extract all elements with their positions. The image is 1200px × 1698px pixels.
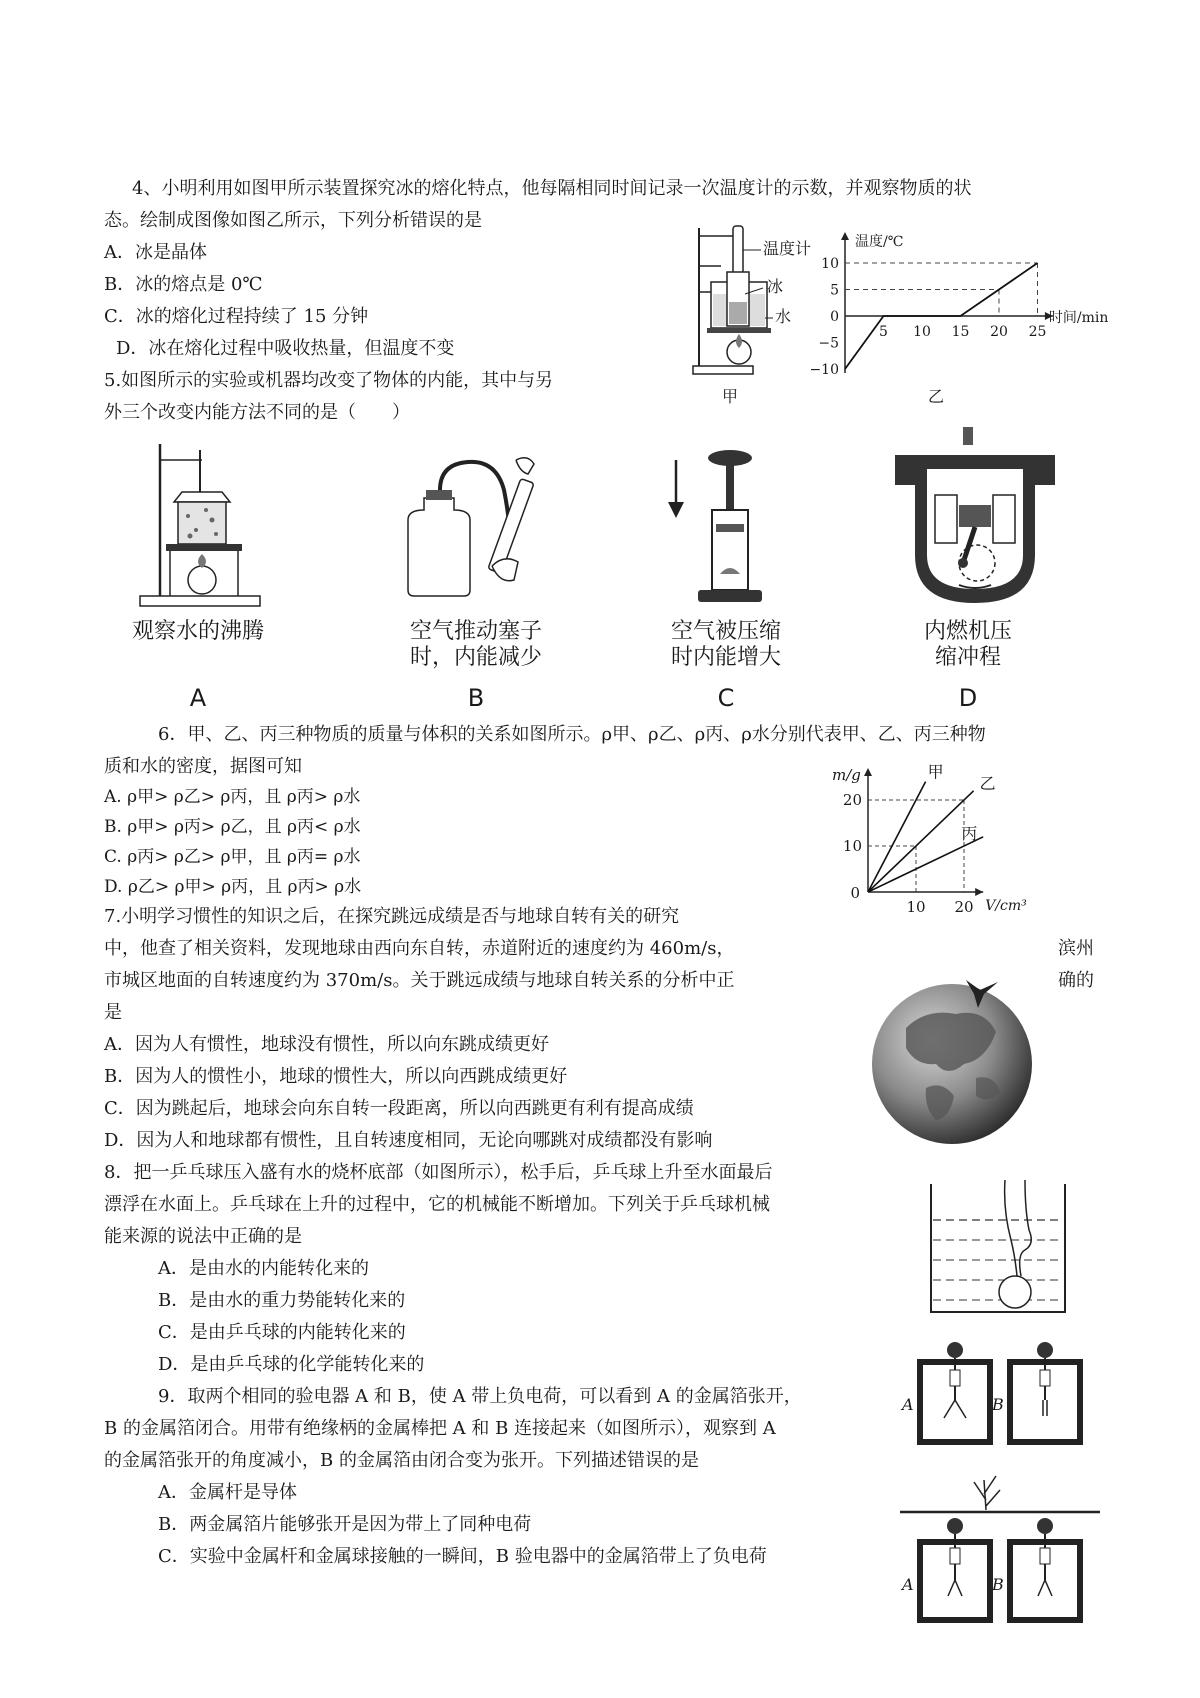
q9-option-a: A．金属杆是导体 [158,1482,297,1503]
electroscope-label-a-bottom: A [902,1575,914,1594]
x-tick-label: 5 [879,324,888,340]
q7-stem-line2: 中，他查了相关资料，发现地球由西向东自转，赤道附近的速度约为 460m/s， [104,938,735,959]
q4-stem-line1: 4、小明利用如图甲所示装置探究冰的熔化特点，他每隔相同时间记录一次温度计的示数，并观察物质的状 [132,178,972,199]
fig-d-caption-line1: 内燃机压 [923,619,1012,644]
electroscope-label-a-top: A [902,1395,914,1414]
q8-option-c: C．是由乒乓球的内能转化来的 [158,1322,406,1343]
q9-stem-line3: 的金属箔张开的角度减小，B 的金属箔由闭合变为张开。下列描述错误的是 [104,1450,699,1471]
q7-stem-line4: 是 [104,1002,122,1023]
y-tick-label: −10 [809,362,839,378]
q7-stem-line1: 7.小明学习惯性的知识之后，在探究跳远成绩是否与地球自转有关的研究 [104,906,680,927]
series-line-1 [868,782,926,892]
q8-option-b: B．是由水的重力势能转化来的 [158,1290,406,1311]
q9-option-b: B．两金属箔片能够张开是因为带上了同种电荷 [158,1514,532,1535]
q7-option-c: C．因为跳起后，地球会向东自转一段距离，所以向西跳更有利有提高成绩 [104,1098,694,1119]
electroscopes-before-figure [900,1340,1100,1450]
air-pushes-stopper-figure [388,450,568,600]
origin-label: 0 [850,884,860,902]
series-label-3: 丙 [961,823,978,843]
y-tick-label: −5 [818,335,839,352]
x-axis-label: 时间/min [1048,310,1109,326]
x-tick-label: 10 [906,898,926,916]
q8-stem-line2: 漂浮在水面上。乒乓球在上升的过程中，它的机械能不断增加。下列关于乒乓球机械 [104,1194,770,1215]
ping-pong-beaker-figure [925,1180,1075,1320]
q8-stem-line3: 能来源的说法中正确的是 [104,1226,302,1247]
q4-option-a: A．冰是晶体 [104,242,207,263]
engine-compression-stroke-figure [885,425,1065,610]
q7-option-a: A．因为人有惯性，地球没有惯性，所以向东跳成绩更好 [104,1034,549,1055]
y-axis-label: 温度/℃ [855,234,904,250]
fig-jia-caption: 甲 [722,387,739,406]
q6-option-c: C. ρ丙> ρ乙> ρ甲，且 ρ丙= ρ水 [104,847,361,867]
y-axis-arrow [864,768,872,776]
boiling-water-figure [130,440,280,610]
electroscopes-connected-figure [900,1476,1100,1626]
q6-option-d: D. ρ乙> ρ甲> ρ丙，且 ρ丙> ρ水 [104,877,362,897]
x-tick-label: 15 [951,324,970,340]
q7-stem-line3-end: 确的 [1058,970,1094,991]
temperature-time-chart [805,228,1109,388]
air-compressed-figure [660,440,780,610]
x-tick-label: 20 [990,324,1008,340]
fig-b-caption-line1: 空气推动塞子 [409,619,542,644]
q6-option-b: B. ρ甲> ρ丙> ρ乙，且 ρ丙< ρ水 [104,817,361,837]
x-axis-arrow [975,888,983,896]
fig-c-caption-line2: 时内能增大 [670,645,781,670]
electroscope-label-b-bottom: B [992,1575,1004,1594]
q7-stem-line3: 市城区地面的自转速度约为 370m/s。关于跳远成绩与地球自转关系的分析中正 [104,970,735,991]
q7-stem-line2-end: 滨州 [1058,938,1094,959]
y-tick-label: 5 [830,282,839,299]
fig-a-caption: 观察水的沸腾 [131,619,264,644]
series-line-3 [868,837,983,892]
q4-option-b: B．冰的熔点是 0℃ [104,274,263,295]
fig-b-caption-line2: 时，内能减少 [409,645,542,670]
x-tick-label: 10 [913,324,931,340]
y-tick-label: 10 [821,256,839,272]
q4-option-d: D．冰在熔化过程中吸收热量，但温度不变 [116,338,455,359]
q8-option-a: A．是由水的内能转化来的 [158,1258,369,1279]
q6-option-a: A. ρ甲> ρ乙> ρ丙，且 ρ丙> ρ水 [104,787,361,807]
label-ice: 冰 [767,277,784,296]
fig-c-caption-line1: 空气被压缩 [670,619,781,644]
q4-option-c: C．冰的熔化过程持续了 15 分钟 [104,306,369,327]
fig-c-letter: C [717,684,735,712]
x-tick-label: 20 [954,898,974,916]
q8-option-d: D．是由乒乓球的化学能转化来的 [158,1354,425,1375]
fig-b-letter: B [467,684,485,712]
q9-stem-line1: 9．取两个相同的验电器 A 和 B，使 A 带上负电荷，可以看到 A 的金属箔张开， [158,1386,802,1407]
electroscope-label-b-top: B [992,1395,1004,1414]
y-tick-label: 20 [842,791,862,809]
q9-option-c: C．实验中金属杆和金属球接触的一瞬间，B 验电器中的金属箔带上了负电荷 [158,1546,767,1567]
y-tick-label: 10 [842,837,862,855]
q7-option-d: D．因为人和地球都有惯性，且自转速度相同，无论向哪跳对成绩都没有影响 [104,1130,713,1151]
q6-stem-line2: 质和水的密度，据图可知 [104,756,302,777]
series-label-2: 乙 [979,773,996,793]
q5-stem-line2: 外三个改变内能方法不同的是（ ） [104,402,410,423]
q7-option-b: B．因为人的惯性小，地球的惯性大，所以向西跳成绩更好 [104,1066,568,1087]
y-tick-label: 0 [830,309,839,325]
q8-stem-line1: 8．把一乒乓球压入盛有水的烧杯底部（如图所示），松手后，乒乓球上升至水面最后 [104,1162,773,1183]
fig-a-letter: A [189,684,207,712]
fig-yi-caption: 乙 [928,387,945,406]
y-axis-arrow [841,232,849,240]
fig-d-caption-line2: 缩冲程 [934,645,1001,670]
fig-d-letter: D [958,684,978,712]
q6-stem-line1: 6．甲、乙、丙三种物质的质量与体积的关系如图所示。ρ甲、ρ乙、ρ丙、ρ水分别代表甲、乙、丙三种物 [158,724,986,745]
mass-volume-chart [830,762,1070,922]
y-axis-label: m/g [832,766,861,784]
label-water: 水 [775,307,792,326]
q9-stem-line2: B 的金属箔闭合。用带有绝缘柄的金属棒把 A 和 B 连接起来（如图所示），观察到 A [104,1418,776,1439]
q4-stem-line2: 态。绘制成图像如图乙所示，下列分析错误的是 [104,210,482,231]
series-line-2 [868,791,974,892]
label-thermometer: 温度计 [763,239,812,258]
ice-melting-apparatus-figure [685,222,812,392]
x-tick-label: 25 [1028,324,1047,340]
earth-globe-figure [866,968,1036,1148]
series-label-1: 甲 [927,762,944,782]
x-axis-label: V/cm³ [985,898,1027,914]
q5-stem-line1: 5.如图所示的实验或机器均改变了物体的内能，其中与另 [104,370,554,391]
